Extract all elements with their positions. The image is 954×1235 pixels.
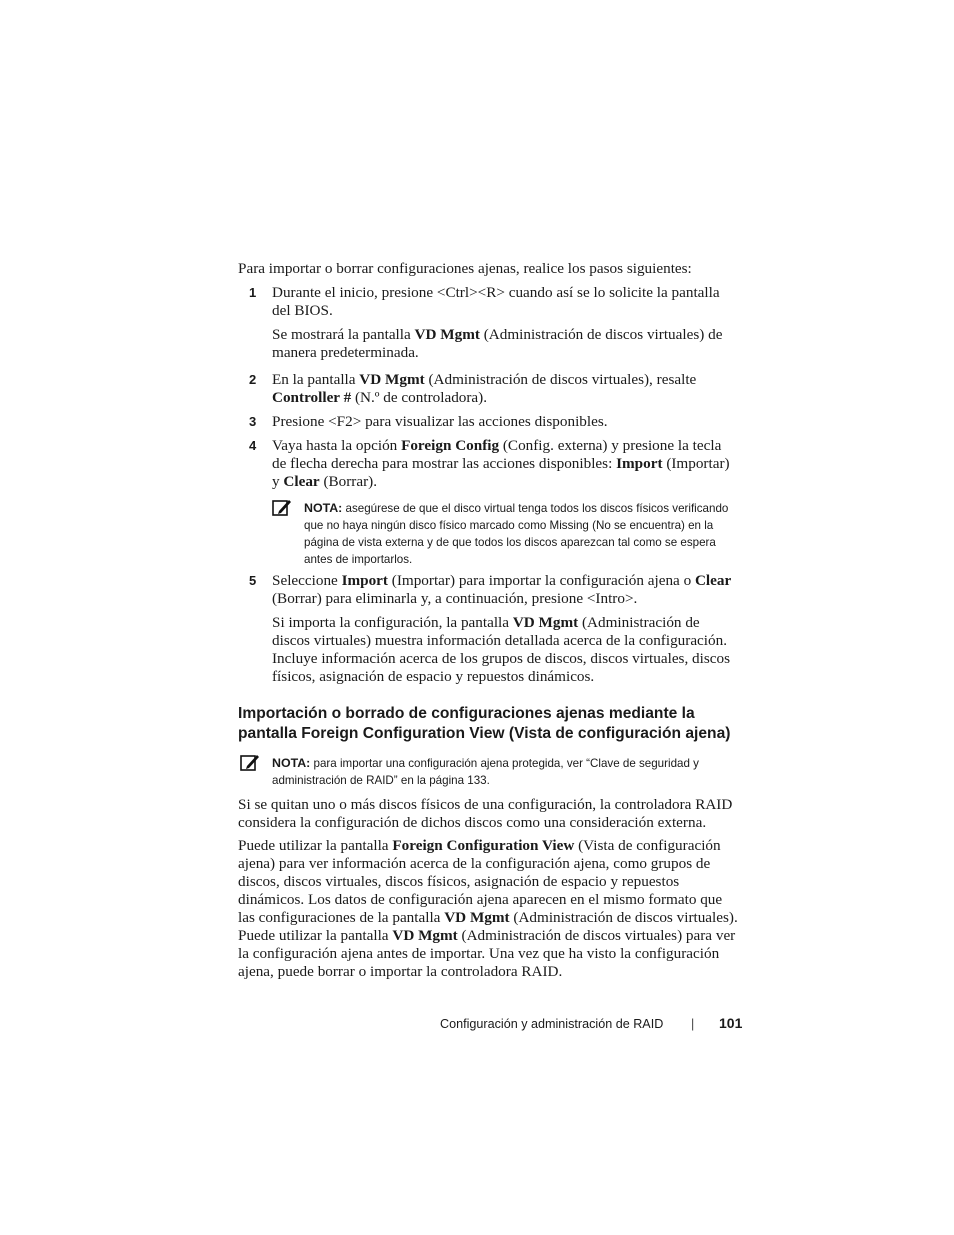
text-run: (Administración de discos virtuales) de manera predeterminada.: [272, 326, 723, 361]
text-run: (Vista de configuración ajena) para ver información acerca de la configuración ajena, como grupos de discos, discos virtuales, discos físicos, asignación de espacio y repuestos dinámicos. Los datos de configuración ajena aparecen en el mismo formato que las configuraciones de la pantalla: [238, 837, 723, 926]
bold-term: Import: [341, 572, 388, 589]
text-run: (Administración de discos virtuales), resalte: [424, 371, 697, 388]
bold-term: VD Mgmt: [512, 614, 579, 631]
step-5-text: [272, 572, 738, 608]
text-run: (Administración de discos virtuales) muestra información detallada acerca de la configuración. Incluye información acerca de los grupos de discos, discos virtuales, discos físicos, asignación de espacio y repuestos dinámicos.: [272, 614, 731, 685]
text-run: (No se encuentra) en la página de vista externa y de que todos los discos aparezcan tal como se espera antes de importarlos.: [304, 519, 716, 566]
note-pencil-icon: [272, 498, 292, 518]
step-number: 1: [249, 285, 257, 300]
footer-chapter-title: Configuración y administración de RAID: [440, 1017, 664, 1031]
ui-term: Missing: [549, 519, 589, 532]
text-run: Si importa la configuración, la pantalla: [272, 614, 513, 631]
bold-term: Import: [616, 455, 663, 472]
text-run: (Borrar).: [319, 473, 378, 490]
text-run: (Importar) y: [272, 455, 730, 490]
note-pencil-icon: [240, 753, 260, 773]
bold-term: Foreign Config: [401, 437, 500, 454]
step-2-text: [272, 371, 738, 407]
step-number: 4: [249, 438, 257, 453]
step-1-text: Durante el inicio, presione <Ctrl><R> cuando así se lo solicite la pantalla del BIOS.: [272, 284, 720, 319]
bold-term: VD Mgmt: [359, 371, 425, 388]
footer-separator: |: [691, 1017, 695, 1031]
bold-term: Foreign Configuration View: [392, 837, 575, 854]
step-4-note: [304, 500, 742, 568]
step-5-detail: [272, 614, 740, 686]
text-run: (Config. externa) y presione la tecla de flecha derecha para mostrar las acciones disponibles:: [272, 437, 722, 472]
bold-term: Controller #: [272, 389, 352, 406]
paragraph: Si se quitan uno o más discos físicos de una configuración, la controladora RAID considera la configuración de dichos discos como una consideración externa.: [238, 796, 733, 831]
text-run: para importar una configuración ajena protegida, ver “Clave de seguridad y administración de RAID” en la página 133.: [272, 757, 699, 787]
step-3-text: Presione <F2> para visualizar las acciones disponibles.: [272, 413, 608, 430]
text-run: (Importar) para importar la configuración ajena o: [387, 572, 695, 589]
bold-term: VD Mgmt: [444, 909, 510, 926]
text-run: Puede utilizar la pantalla: [238, 837, 393, 854]
text-run: En la pantalla: [272, 371, 360, 388]
note-label: NOTA:: [304, 501, 343, 515]
note-label: NOTA:: [272, 756, 311, 770]
bold-term: VD Mgmt: [392, 927, 458, 944]
intro-paragraph: Para importar o borrar configuraciones ajenas, realice los pasos siguientes:: [238, 260, 692, 277]
step-4-text: [272, 437, 738, 491]
text-run: (Borrar) para eliminarla y, a continuación, presione <Intro>.: [272, 590, 638, 607]
paragraph: [238, 837, 740, 981]
text-run: (Administración de discos virtuales) para ver la configuración ajena antes de importar. Una vez que ha visto la configuración ajena, puede borrar o importar la controladora RAID.: [238, 927, 736, 980]
step-number: 3: [249, 414, 257, 429]
bold-term: Clear: [694, 572, 732, 589]
section-heading: Importación o borrado de configuraciones ajenas mediante la pantalla Foreign Configuration View (Vista de configuración ajena): [238, 705, 731, 742]
text-run: asegúrese de que el disco virtual tenga todos los discos físicos verificando que no haya ningún disco físico marcado como: [304, 502, 729, 532]
page-number: 101: [719, 1015, 743, 1031]
step-number: 5: [249, 573, 257, 588]
bold-term: VD Mgmt: [414, 326, 480, 343]
section-note: [272, 755, 742, 789]
bold-term: Clear: [283, 473, 320, 490]
text-run: Seleccione: [272, 572, 342, 589]
text-run: (N.º de controladora).: [351, 389, 488, 406]
step-1-detail: [272, 326, 738, 362]
text-run: (Administración de discos virtuales). Puede utilizar la pantalla: [238, 909, 738, 944]
text-run: Vaya hasta la opción: [272, 437, 402, 454]
step-number: 2: [249, 372, 257, 387]
text-run: Se mostrará la pantalla: [272, 326, 415, 343]
